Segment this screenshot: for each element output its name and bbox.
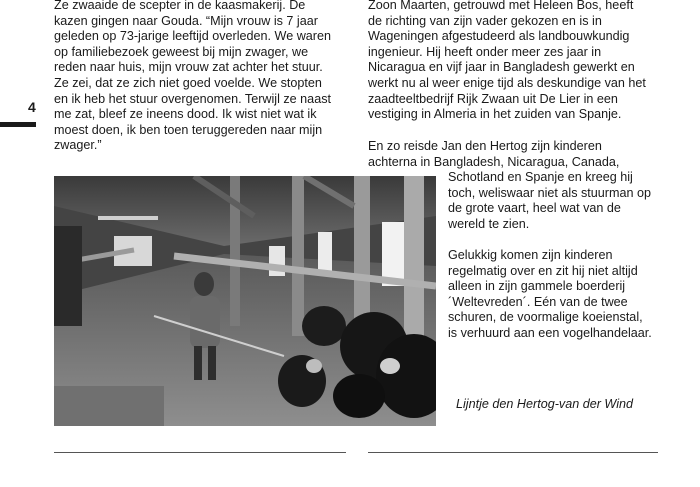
text-line: en ik heb het stuur overgenomen. Terwijl ze naast [54,91,331,106]
text-line: werkt nu al weer enige tijd als deskundige van het [368,75,646,90]
text-line: me zat, bleef ze ineens dood. Ik wist niet wat ik [54,107,317,122]
text-line: Zoon Maarten, getrouwd met Heleen Bos, heeft [368,0,634,12]
text-line: regelmatig over en zit hij niet altijd [448,263,638,278]
text-line: wereld te zien. [448,216,530,231]
text-line: ingenieur. Hij heeft onder meer zes jaar in [368,44,602,59]
text-line: Ze zwaaide de scepter in de kaasmakerij. De [54,0,306,12]
text-line: moest doen, ik ben toen teruggereden naar mijn [54,122,323,137]
text-line: ´Weltevreden´. Eén van de twee [448,294,628,309]
right-column-text-wrap2 [448,248,693,342]
left-column-text [54,0,354,154]
author-signature: Lijntje den Hertog-van der Wind [456,397,633,411]
barn-photo [54,176,436,426]
right-column-text-wrap1 [448,170,693,232]
text-line: de grote vaart, heel wat van de [448,201,621,216]
text-line: geleden op 73-jarige leeftijd overleden. We waren [54,29,332,44]
text-line: Schotland en Spanje en kreeg hij [448,170,633,184]
page-number: 4 [28,99,36,115]
text-line: achterna in Bangladesh, Nicaragua, Canada, [368,154,620,169]
footer-rule-left [54,452,346,453]
right-column-text-mid [368,139,688,170]
text-line: de richting van zijn vader gekozen en is in [368,13,602,28]
text-line: Nicaragua en vijf jaar in Bangladesh gewerkt en [368,60,635,75]
text-line: Gelukkig komen zijn kinderen [448,248,613,262]
barn-photo-illustration [54,176,436,426]
right-column-text-top [368,0,688,123]
text-line: toch, weliswaar niet als stuurman op [448,185,651,200]
text-line: op familiebezoek geweest bij mijn zwager, we [54,44,309,59]
text-line: zwager.” [54,138,102,153]
text-line: Ze zei, dat ze zich niet goed voelde. We stopten [54,75,322,90]
text-line: is verhuurd aan een vogelhandelaar. [448,325,652,340]
text-line: En zo reisde Jan den Hertog zijn kinderen [368,139,602,153]
text-line: alleen in zijn gammele boerderij [448,279,626,294]
text-line: vestiging in Almeria in het zuiden van Spanje. [368,107,622,122]
text-line: reden naar huis, mijn vrouw zat achter het stuur. [54,60,323,75]
page-marker-bar [0,122,36,127]
text-line: schuren, de voormalige koeienstal, [448,310,643,325]
text-line: zaadteeltbedrijf Rijk Zwaan uit De Lier in een [368,91,618,106]
text-line: kazen gingen naar Gouda. “Mijn vrouw is 7 jaar [54,13,318,28]
text-line: Wageningen afgestudeerd als landbouwkundig [368,29,630,44]
footer-rule-right [368,452,658,453]
